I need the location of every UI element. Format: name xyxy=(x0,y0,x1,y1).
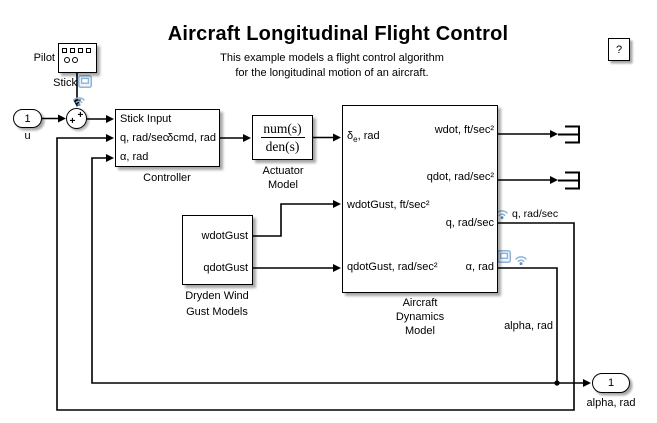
dryden-port-qdotgust: qdotGust xyxy=(203,262,248,274)
actuator-label-line1[interactable]: Actuator xyxy=(262,165,304,177)
transfer-fcn-denominator: den(s) xyxy=(265,139,300,154)
wire-u-to-sum[interactable] xyxy=(42,115,66,123)
aircraft-label-line2: Dynamics xyxy=(395,311,445,323)
dryden-label-line2: Gust Models xyxy=(186,306,248,318)
pilot-block-label: Pilot xyxy=(33,52,55,64)
controller-port-q: q, rad/sec xyxy=(120,132,169,144)
aircraft-port-wdotgust: wdotGust, ft/sec² xyxy=(347,199,430,211)
aircraft-port-qdotgust: qdotGust, rad/sec² xyxy=(347,261,438,273)
aircraft-port-de: $\delta_e$, rad xyxy=(347,130,380,145)
outport-alpha[interactable] xyxy=(592,373,630,393)
sum-sign-left: + xyxy=(69,115,76,127)
wire-junction-dot xyxy=(554,380,559,385)
dryden-port-wdotgust: wdotGust xyxy=(201,230,248,242)
wire-wdot-out[interactable] xyxy=(498,130,558,138)
q-signal-label[interactable]: q, rad/sec xyxy=(512,208,559,220)
diagram-title: Aircraft Longitudinal Flight Control xyxy=(167,23,509,45)
aircraft-port-wdot: wdot, ft/sec² xyxy=(434,124,494,136)
controller-port-dcmd: δcmd, rad xyxy=(167,132,216,144)
controller-port-alpha: α, rad xyxy=(120,151,149,163)
actuator-label-line2: Model xyxy=(268,179,298,191)
diagram-description-line2: for the longitudinal motion of an aircraft. xyxy=(235,67,429,79)
wire-alpha-to-outport[interactable] xyxy=(554,379,591,387)
viewer-badge-alpha-icon[interactable] xyxy=(498,251,511,262)
help-question-icon: ? xyxy=(615,43,623,56)
sum-block[interactable] xyxy=(66,108,87,129)
inport-u[interactable] xyxy=(13,109,42,128)
wire-wdotgust[interactable] xyxy=(253,200,341,236)
aircraft-label-line3: Model xyxy=(405,325,435,337)
wire-actuator-to-aircraft[interactable] xyxy=(313,134,341,142)
help-block[interactable] xyxy=(608,38,630,61)
outport-alpha-label[interactable]: alpha, rad xyxy=(586,397,636,409)
transfer-fcn-numerator: num(s) xyxy=(263,121,302,136)
inport-u-number: 1 xyxy=(24,112,31,125)
outport-alpha-number: 1 xyxy=(607,377,615,389)
out-bus-element-wdot[interactable] xyxy=(558,126,579,144)
aircraft-port-qdot: qdot, rad/sec² xyxy=(426,171,494,183)
fraction-bar xyxy=(261,137,305,138)
inport-u-label[interactable]: u xyxy=(24,130,31,142)
pilot-joystick-block[interactable] xyxy=(58,43,97,73)
alpha-signal-label[interactable]: alpha, rad xyxy=(504,320,553,332)
logging-badge-q-icon[interactable] xyxy=(497,211,507,219)
aircraft-label-line1[interactable]: Aircraft xyxy=(402,297,438,309)
controller-port-stick-input: Stick Input xyxy=(120,113,172,125)
transfer-fcn-fraction xyxy=(252,115,313,160)
controller-block-label[interactable]: Controller xyxy=(143,172,191,184)
logging-badge-alpha-icon[interactable] xyxy=(516,257,526,265)
aircraft-port-q: q, rad/sec xyxy=(445,217,494,229)
wire-sum-to-controller[interactable] xyxy=(87,115,114,123)
wire-qdot-out[interactable] xyxy=(498,176,558,184)
aircraft-port-alpha: α, rad xyxy=(465,261,494,273)
viewer-badge-stick-icon[interactable] xyxy=(79,76,92,88)
diagram-description-line1: This example models a flight control algorithm xyxy=(220,52,444,64)
dryden-label-line1[interactable]: Dryden Wind xyxy=(185,290,249,302)
out-bus-element-qdot[interactable] xyxy=(558,172,579,190)
sum-sign-top: + xyxy=(77,109,84,121)
wire-dcmd-to-actuator[interactable] xyxy=(220,134,251,142)
stick-signal-label[interactable]: Stick xyxy=(53,77,77,89)
wire-qdotgust[interactable] xyxy=(253,264,341,272)
